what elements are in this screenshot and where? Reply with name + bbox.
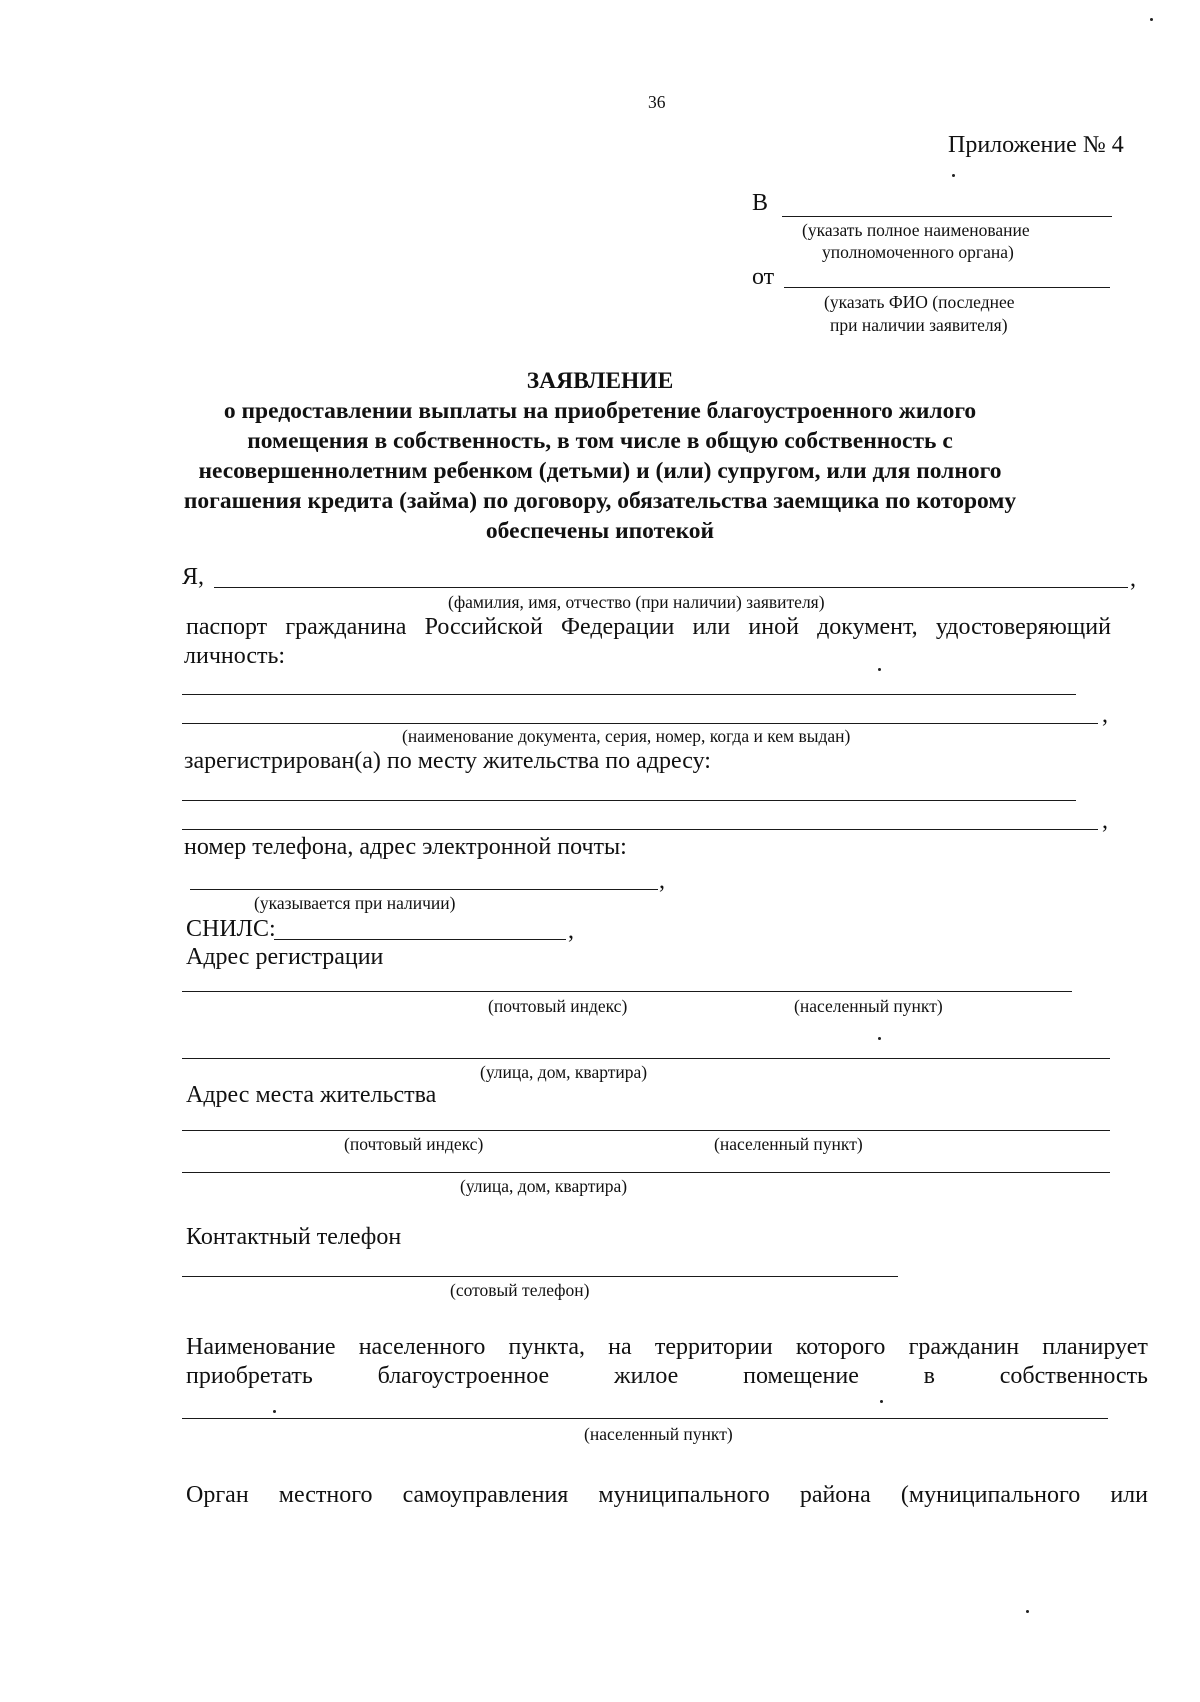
passport-field-line-2[interactable] xyxy=(182,723,1098,724)
municipal-word: Орган xyxy=(186,1482,249,1508)
reg-locality-hint: (населенный пункт) xyxy=(794,996,943,1016)
settlement-word: гражданин xyxy=(908,1334,1020,1360)
scan-speck xyxy=(273,1410,276,1413)
title-heading: ЗАЯВЛЕНИЕ xyxy=(526,368,674,394)
settlement-field-line[interactable] xyxy=(182,1418,1108,1419)
residence-address-line-1[interactable] xyxy=(182,1130,1110,1131)
title-line-3: несовершеннолетним ребенком (детьми) и (или) супругом, или для полного xyxy=(198,458,1002,484)
registered-field-line-2[interactable] xyxy=(182,829,1098,830)
document-title xyxy=(180,366,1020,546)
reg-address-line-1[interactable] xyxy=(182,991,1072,992)
passport-field-line-1[interactable] xyxy=(182,694,1076,695)
mobile-hint: (сотовый телефон) xyxy=(450,1280,590,1300)
settlement-word: планирует xyxy=(1042,1334,1148,1360)
fio-hint: (фамилия, имя, отчество (при наличии) заявителя) xyxy=(448,592,825,612)
fio-field-line[interactable] xyxy=(214,587,1128,588)
reg-postal-hint: (почтовый индекс) xyxy=(488,996,628,1016)
scan-speck xyxy=(952,174,955,177)
passport-comma: , xyxy=(1102,702,1108,728)
title-line-4: погашения кредита (займа) по договору, обязательства заемщика по которому xyxy=(183,488,1017,514)
settlement-word: помещение xyxy=(743,1363,859,1389)
municipal-word: района xyxy=(799,1482,871,1508)
settlement-word: Наименование xyxy=(186,1334,336,1360)
residence-locality-hint: (населенный пункт) xyxy=(714,1134,863,1154)
registered-label: зарегистрирован(а) по месту жительства по адресу: xyxy=(184,748,711,774)
reg-street-hint: (улица, дом, квартира) xyxy=(480,1062,648,1082)
scan-speck xyxy=(878,1037,881,1040)
settlement-word: пункта, xyxy=(508,1334,585,1360)
from-hint-2: при наличии заявителя) xyxy=(830,315,1008,335)
registered-field-line-1[interactable] xyxy=(182,800,1076,801)
settlement-hint: (населенный пункт) xyxy=(584,1424,733,1444)
scan-speck xyxy=(1150,18,1153,21)
settlement-word: на xyxy=(608,1334,632,1360)
from-hint-1: (указать ФИО (последнее xyxy=(824,292,1015,312)
from-prefix: от xyxy=(752,264,775,290)
scan-speck xyxy=(880,1400,883,1403)
to-hint-2: уполномоченного органа) xyxy=(822,242,1014,262)
title-line-2: помещения в собственность, в том числе в общую собственность с xyxy=(247,428,953,454)
residence-address-label: Адрес места жительства xyxy=(186,1082,437,1108)
settlement-word: благоустроенное xyxy=(377,1363,550,1389)
municipal-line-1 xyxy=(186,1482,1148,1509)
snils-label: СНИЛС: xyxy=(186,916,276,942)
settlement-word: жилое xyxy=(613,1363,679,1389)
contact-phone-field-line[interactable] xyxy=(182,1276,898,1277)
municipal-word: муниципального xyxy=(598,1482,770,1508)
passport-word: паспорт xyxy=(186,614,268,640)
reg-address-line-2[interactable] xyxy=(182,1058,1110,1059)
doc-hint: (наименование документа, серия, номер, когда и кем выдан) xyxy=(402,726,851,746)
residence-address-line-2[interactable] xyxy=(182,1172,1110,1173)
settlement-line-1 xyxy=(186,1334,1148,1361)
passport-line-2: личность: xyxy=(184,643,286,669)
ya-label: Я, xyxy=(182,564,205,590)
settlement-word: населенного xyxy=(358,1334,486,1360)
fio-comma: , xyxy=(1130,566,1136,592)
appendix-label: Приложение № 4 xyxy=(948,132,1124,158)
passport-line-1 xyxy=(186,614,1111,641)
municipal-word: местного xyxy=(278,1482,373,1508)
settlement-line-2 xyxy=(186,1363,1148,1390)
passport-word: документ, xyxy=(817,614,918,640)
title-line-1: о предоставлении выплаты на приобретение благоустроенного жилого xyxy=(223,398,977,424)
scan-speck xyxy=(1026,1610,1029,1613)
settlement-word: территории xyxy=(654,1334,773,1360)
phone-email-label: номер телефона, адрес электронной почты: xyxy=(184,834,627,860)
to-prefix: В xyxy=(752,190,769,216)
passport-word: Федерации xyxy=(561,614,675,640)
scan-speck xyxy=(878,668,881,671)
registered-comma: , xyxy=(1102,808,1108,834)
if-any-hint: (указывается при наличии) xyxy=(254,893,456,913)
snils-comma: , xyxy=(568,918,574,944)
municipal-word: самоуправления xyxy=(402,1482,569,1508)
passport-word: удостоверяющий xyxy=(935,614,1111,640)
phone-email-comma: , xyxy=(659,868,665,894)
title-line-5: обеспечены ипотекой xyxy=(485,518,715,544)
settlement-word: которого xyxy=(795,1334,886,1360)
to-hint-1: (указать полное наименование xyxy=(802,220,1030,240)
passport-word: иной xyxy=(748,614,799,640)
passport-word: или xyxy=(692,614,731,640)
to-field-line[interactable] xyxy=(782,216,1112,217)
settlement-word: собственность xyxy=(999,1363,1148,1389)
from-field-line[interactable] xyxy=(784,287,1110,288)
page-number: 36 xyxy=(648,92,666,112)
phone-email-field-line[interactable] xyxy=(190,889,658,890)
settlement-word: в xyxy=(923,1363,935,1389)
contact-phone-label: Контактный телефон xyxy=(186,1224,402,1250)
passport-word: гражданина xyxy=(285,614,407,640)
settlement-word: приобретать xyxy=(186,1363,313,1389)
passport-word: Российской xyxy=(424,614,543,640)
snils-field-line[interactable] xyxy=(274,939,566,940)
residence-postal-hint: (почтовый индекс) xyxy=(344,1134,484,1154)
reg-address-label: Адрес регистрации xyxy=(186,944,384,970)
municipal-word: (муниципального xyxy=(900,1482,1081,1508)
residence-street-hint: (улица, дом, квартира) xyxy=(460,1176,628,1196)
municipal-word: или xyxy=(1110,1482,1148,1508)
